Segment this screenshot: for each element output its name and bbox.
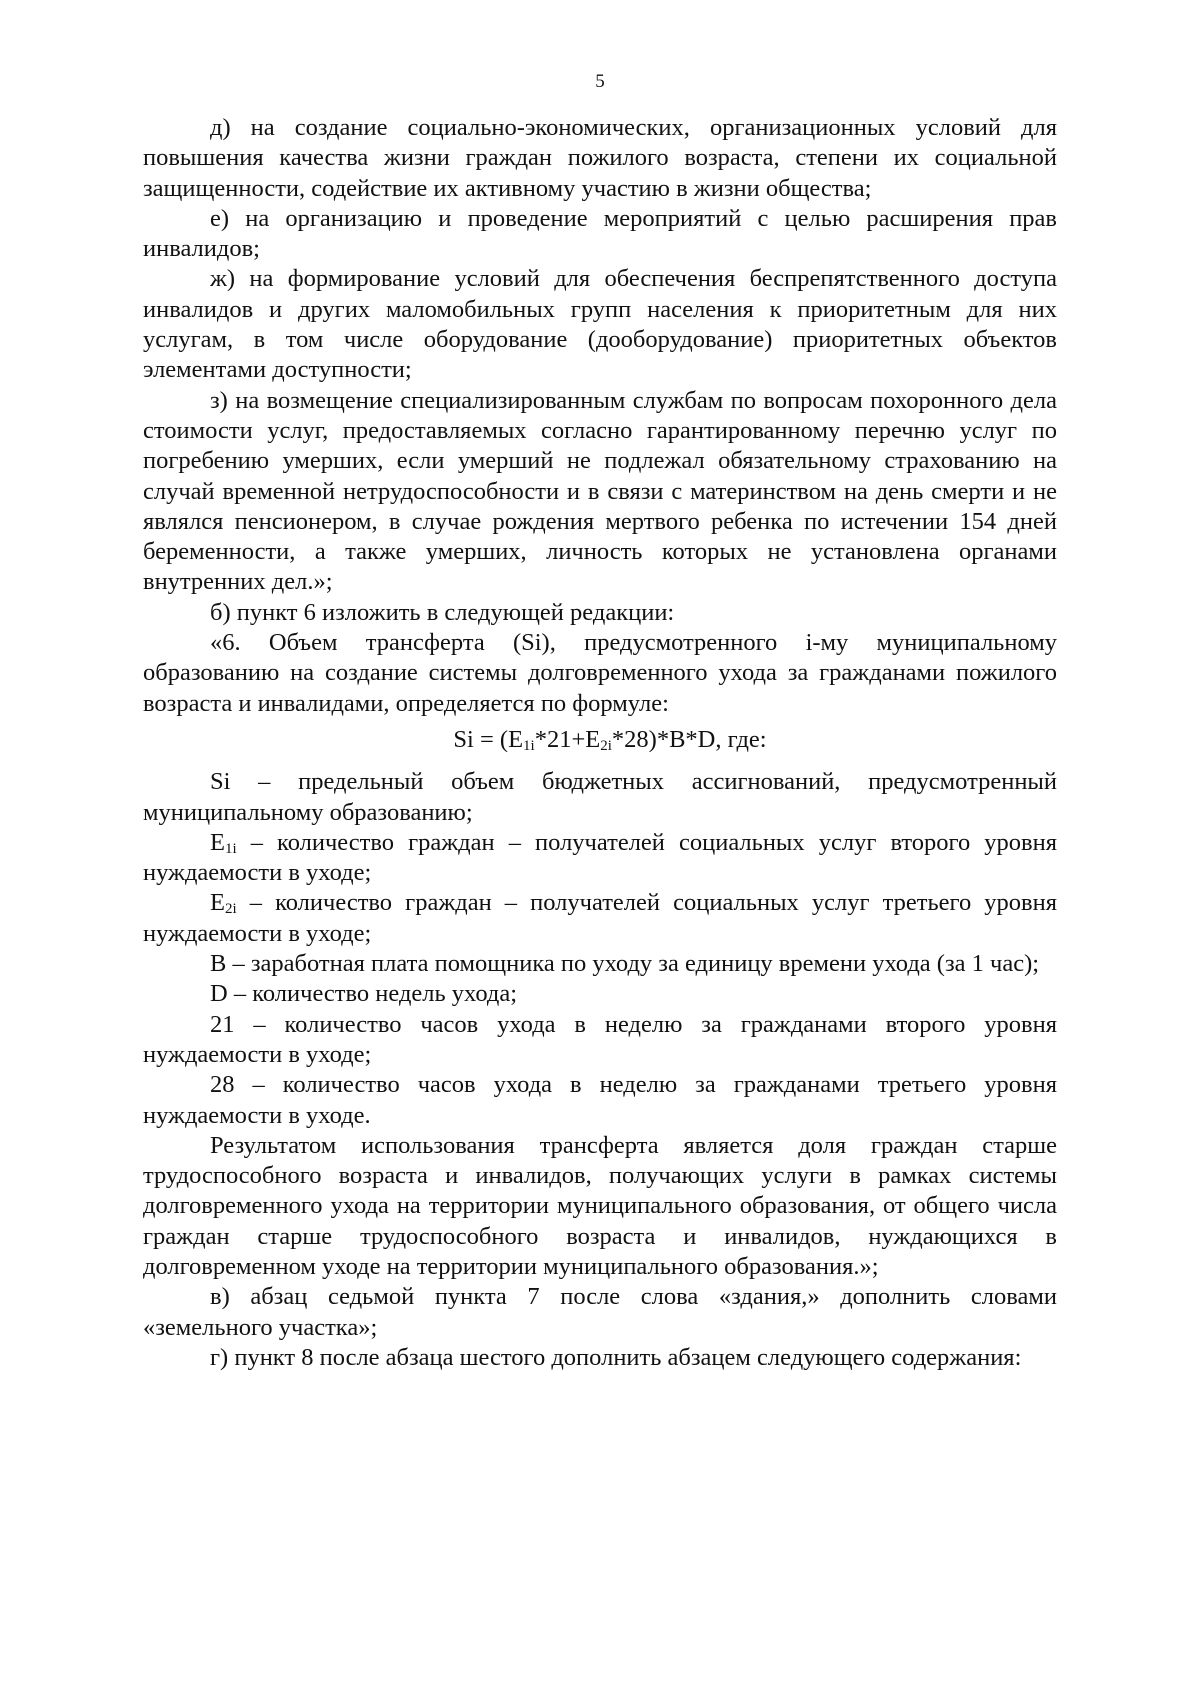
definition-28-hours: 28 – количество часов ухода в неделю за гражданами третьего уровня нуждаемости в уходе.: [143, 1071, 1057, 1129]
definition-e2i-text: – количество граждан – получателей социальных услуг третьего уровня нуждаемости в уходе;: [143, 889, 1057, 947]
definition-b: B – заработная плата помощника по уходу за единицу времени ухода (за 1 час);: [210, 950, 1040, 978]
definition-e1i-symbol: E: [210, 828, 225, 856]
definition-e1i-subscript: 1i: [224, 840, 237, 857]
transfer-formula: [143, 725, 1057, 755]
paragraph-v-point-7: в) абзац седьмой пункта 7 после слова «здания,» дополнить словами «земельного участка»;: [143, 1283, 1057, 1341]
definition-e2i: [143, 888, 1057, 949]
formula-subscript-2: 2i: [600, 737, 612, 754]
formula-subscript-1: 1i: [523, 737, 535, 754]
paragraph-g-point-8: г) пункт 8 после абзаца шестого дополнить абзацем следующего содержания:: [210, 1343, 1022, 1371]
definition-si: Si – предельный объем бюджетных ассигнований, предусмотренный муниципальному образованию;: [143, 768, 1057, 826]
definition-e2i-symbol: E: [210, 889, 225, 917]
paragraph-zh: ж) на формирование условий для обеспечения беспрепятственного доступа инвалидов и других маломобильных групп населения к приоритетным для них услугам, в том числе оборудование (дооборудование) приоритетных объектов элементами доступности;: [143, 265, 1057, 384]
document-body: [143, 113, 1057, 1373]
formula-part-2: *21+E: [534, 725, 601, 753]
definition-e2i-subscript: 2i: [224, 901, 237, 918]
definition-d: D – количество недель ухода;: [210, 980, 518, 1008]
paragraph-e: е) на организацию и проведение мероприятий с целью расширения прав инвалидов;: [143, 204, 1057, 263]
paragraph-point-6-text: «6. Объем трансферта (Si), предусмотренного i-му муниципальному образованию на создание системы долговременного ухода за гражданами пожилого возраста и инвалидами, определяется по формуле:: [143, 629, 1057, 717]
paragraph-d: д) на создание социально-экономических, организационных условий для повышения качества жизни граждан пожилого возраста, степени их социальной защищенности, содействие их активному участию в жизни общества;: [143, 114, 1057, 202]
formula-part-3: *28)*B*D, где:: [611, 725, 767, 753]
definition-e1i: [143, 828, 1057, 889]
definition-e1i-text: – количество граждан – получателей социальных услуг второго уровня нуждаемости в уходе;: [143, 828, 1057, 887]
formula-part-1: Si = (E: [453, 725, 524, 753]
definition-21-hours: 21 – количество часов ухода в неделю за гражданами второго уровня нуждаемости в уходе;: [143, 1010, 1057, 1068]
paragraph-b-point-6: б) пункт 6 изложить в следующей редакции:: [210, 598, 675, 626]
paragraph-z: з) на возмещение специализированным службам по вопросам похоронного дела стоимости услуг, предоставляемых согласно гарантированному перечню услуг по погребению умерших, если умерший не подлежал обязательному страхованию на случай временной нетрудоспособности и в связи с материнством на день смерти и не являлся пенсионером, в случае рождения мертвого ребенка по истечении 154 дней беременности, а также умерших, личность которых не установлена органами внутренних дел.»;: [143, 386, 1057, 596]
paragraph-result: Результатом использования трансферта является доля граждан старше трудоспособного возраста и инвалидов, получающих услуги в рамках системы долговременного ухода на территории муниципального образования, от общего числа граждан старше трудоспособного возраста и инвалидов, нуждающихся в долговременном уходе на территории муниципального образования.»;: [143, 1131, 1057, 1280]
page-number: 5: [595, 71, 605, 92]
